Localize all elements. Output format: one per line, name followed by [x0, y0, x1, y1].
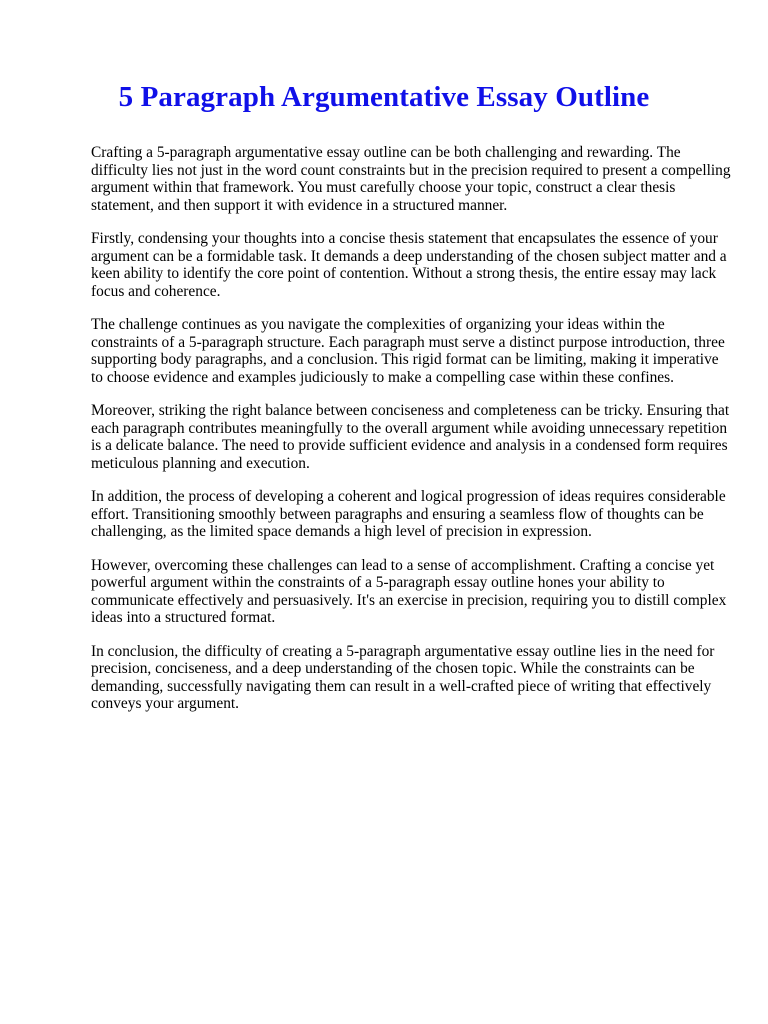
- paragraph-3: The challenge continues as you navigate the complexities of organizing your ideas within the constraints of a 5-paragraph structure. Each paragraph must serve a distinct purpose introduction, three supporting body paragraphs, and a conclusion. This rigid format can be limiting, making it imperative to choose evidence and examples judiciously to make a compelling case within these confines.: [91, 316, 725, 386]
- paragraph-5: In addition, the process of developing a coherent and logical progression of ideas requires considerable effort. Transitioning smoothly between paragraphs and ensuring a seamless flow of thoughts can be challenging, as the limited space demands a high level of precision in expression.: [91, 488, 726, 540]
- document-title: 5 Paragraph Argumentative Essay Outline: [118, 81, 650, 113]
- paragraph-6: However, overcoming these challenges can lead to a sense of accomplishment. Crafting a concise yet powerful argument within the constraints of a 5-paragraph essay outline hones your ability to communicate effectively and persuasively. It's an exercise in precision, requiring you to distill complex ideas into a structured format.: [91, 556, 727, 626]
- document-body: [91, 144, 731, 729]
- paragraph-7: In conclusion, the difficulty of creating a 5-paragraph argumentative essay outline lies in the need for precision, conciseness, and a deep understanding of the chosen topic. While the constraints can be demanding, successfully navigating them can result in a well-crafted piece of writing that effectively conveys your argument.: [91, 642, 715, 712]
- paragraph-1: Crafting a 5-paragraph argumentative essay outline can be both challenging and rewarding. The difficulty lies not just in the word count constraints but in the precision required to present a compelling argument within that framework. You must carefully choose your topic, construct a clear thesis statement, and then support it with evidence in a structured manner.: [91, 144, 731, 214]
- paragraph-2: Firstly, condensing your thoughts into a concise thesis statement that encapsulates the essence of your argument can be a formidable task. It demands a deep understanding of the chosen subject matter and a keen ability to identify the core point of contention. Without a strong thesis, the entire essay may lack focus and coherence.: [91, 230, 727, 300]
- paragraph-4: Moreover, striking the right balance between conciseness and completeness can be tricky. Ensuring that each paragraph contributes meaningfully to the overall argument while avoiding unnecessary repetition is a delicate balance. The need to provide sufficient evidence and analysis in a condensed form requires meticulous planning and execution.: [91, 402, 730, 472]
